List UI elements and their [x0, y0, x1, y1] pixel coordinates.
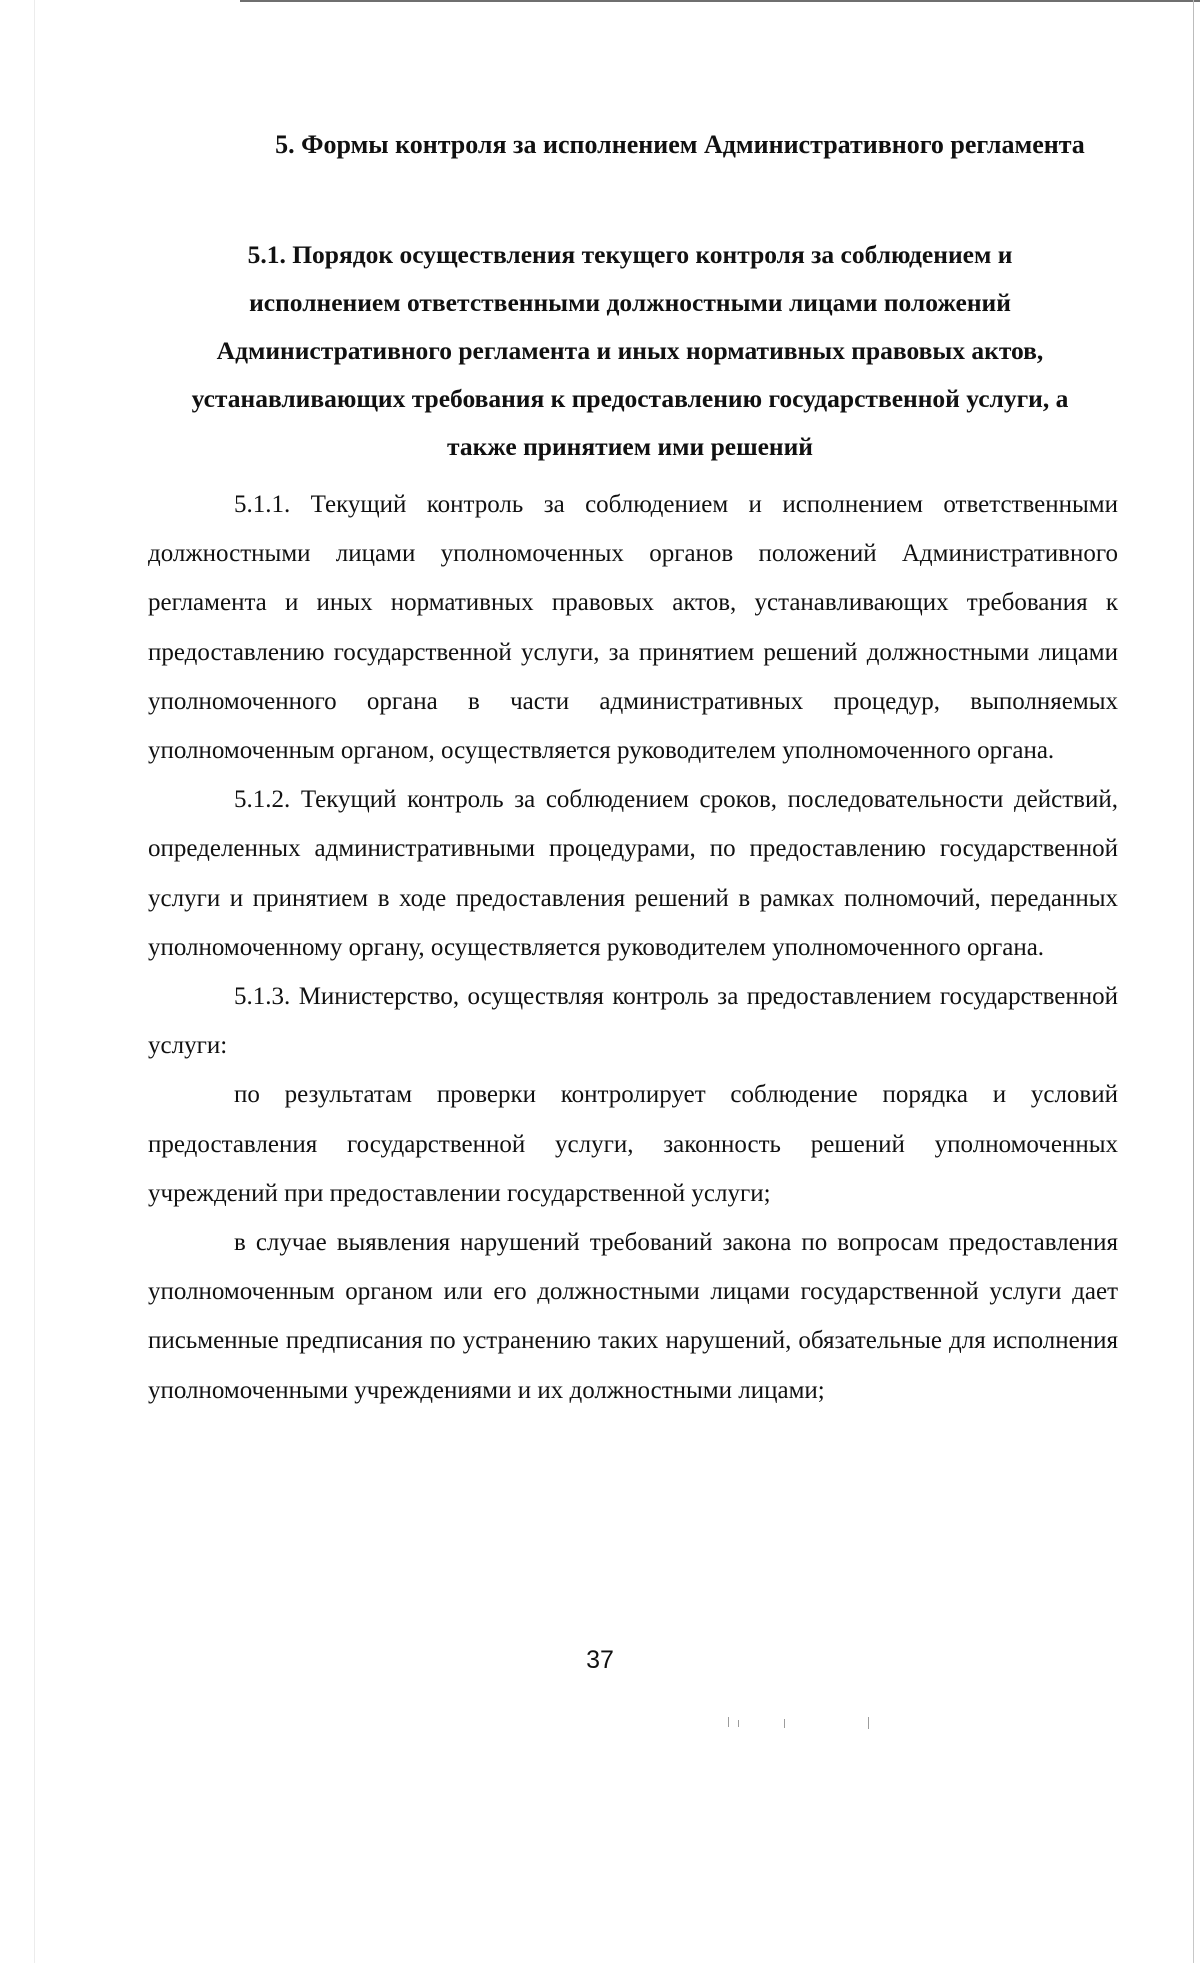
subsection-heading-line: исполнением ответственными должностными лицами положений: [249, 288, 1011, 317]
subsection-heading-line: устанавливающих требования к предоставлению государственной услуги, а: [191, 384, 1069, 413]
paragraph-inspection-results: по результатам проверки контролирует соблюдение порядка и условий предоставления государственной услуги, законность решений уполномоченных учреждений при предоставлении государственной услуги;: [148, 1081, 1118, 1207]
paragraph-5-1-1: 5.1.1. Текущий контроль за соблюдением и исполнением ответственными должностными лицами уполномоченных органов положений Административного регламента и иных нормативных правовых актов, устанавливающих требования к предоставлению государственной услуги, за принятием решений должностными лицами уполномоченного органа в части административных процедур, выполняемых уполномоченным органом, осуществляется руководителем уполномоченного органа.: [148, 491, 1118, 765]
paragraph-5-1-3: 5.1.3. Министерство, осуществляя контроль за предоставлением государственной услуги:: [148, 983, 1118, 1060]
paragraph-5-1-2: 5.1.2. Текущий контроль за соблюдением сроков, последовательности действий, определенных административными процедурами, по предоставлению государственной услуги и принятием в ходе предоставления решений в рамках полномочий, переданных уполномоченному органу, осуществляется руководителем уполномоченного органа.: [148, 786, 1118, 961]
subsection-heading-line: также принятием ими решений: [446, 432, 813, 461]
scan-border-line: [240, 0, 1200, 2]
paragraph-violations: в случае выявления нарушений требований закона по вопросам предоставления уполномоченным органом или его должностными лицами государственной услуги дает письменные предписания по устранению таких нарушений, обязательные для исполнения уполномоченными учреждениями и их должностными лицами;: [148, 1229, 1118, 1404]
section-heading: 5. Формы контроля за исполнением Административного регламента: [275, 130, 1085, 159]
page-number: 37: [586, 1646, 614, 1674]
subsection-heading-line: Административного регламента и иных нормативных правовых актов,: [216, 336, 1044, 365]
subsection-heading-line: 5.1. Порядок осуществления текущего контроля за соблюдением и: [247, 240, 1013, 269]
scan-specks: [728, 1717, 888, 1731]
body-text: [148, 480, 1118, 1415]
subsection-heading: [140, 231, 1120, 471]
